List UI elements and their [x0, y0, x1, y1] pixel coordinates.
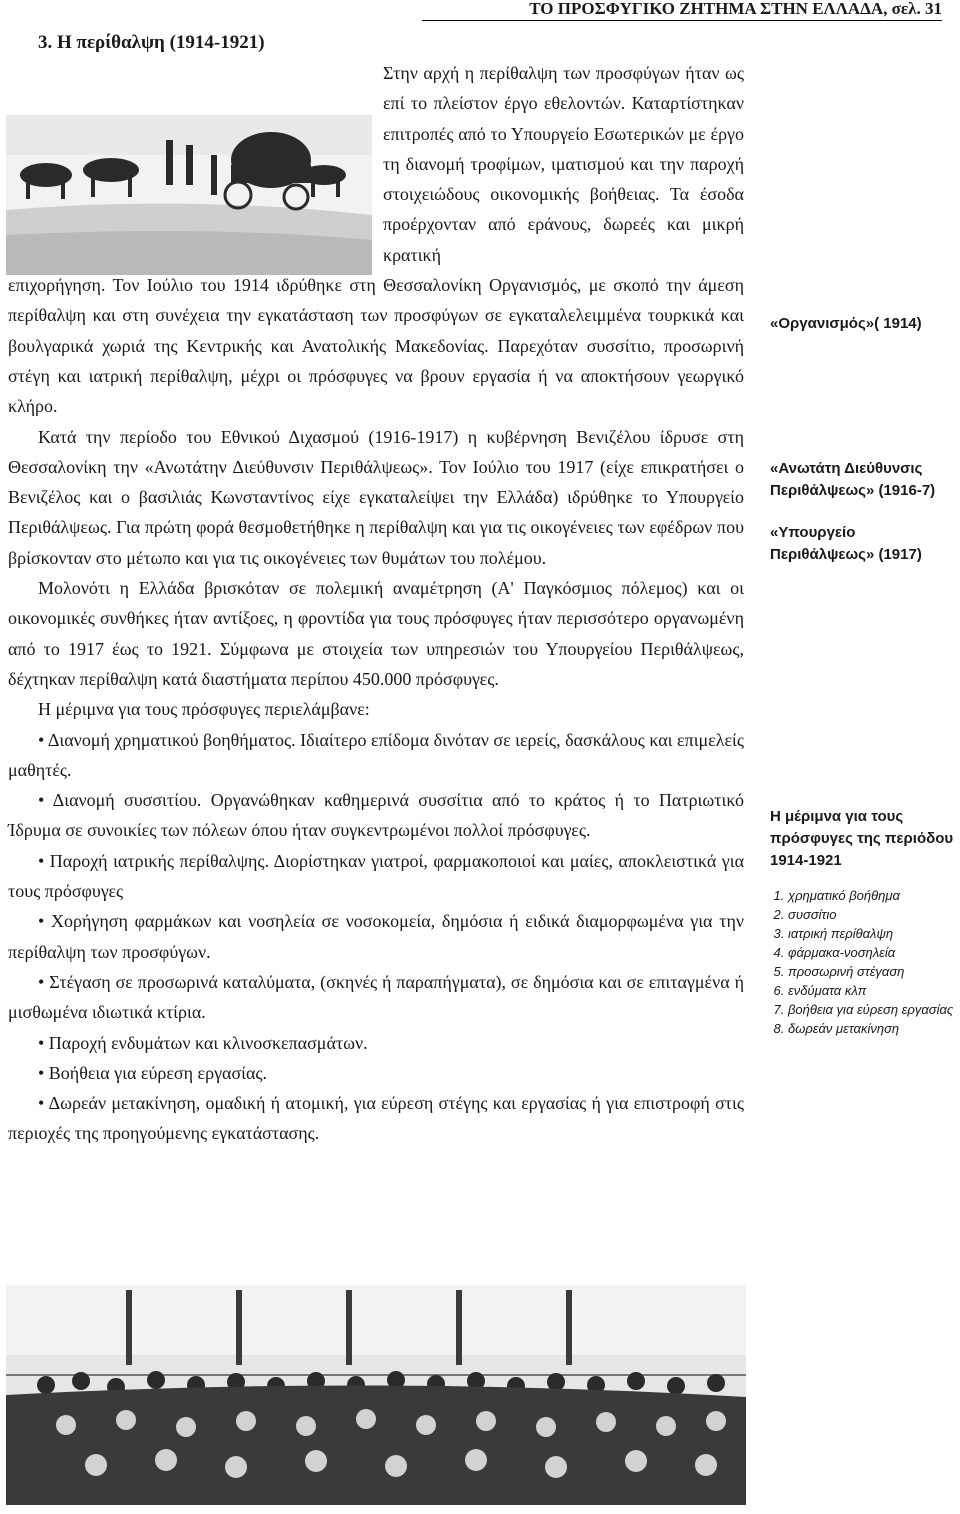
summary-list	[770, 886, 960, 1038]
bullet-item: • Δωρεάν μετακίνηση, ομαδική ή ατομική, για εύρεση στέγης και εργασίας ή για επιστροφή στις περιοχές της προηγούμενης εγκατάστασης.	[8, 1093, 744, 1144]
summary-title: Η μέριμνα για τους πρόσφυγες της περιόδου 1914-1921	[770, 808, 954, 869]
paragraph-national-schism: Κατά την περίοδο του Εθνικού Διχασμού (1916-1917) η κυβέρνηση Βενιζέλου ίδρυσε στη Θεσσαλονίκη την «Ανωτάτην Διεύθυνσιν Περιθάλψεως». Τον Ιούλιο του 1917 (είχε επικρατήσει ο Βενιζέλος και ο βασιλιάς Κωνσταντίνος είχε εγκαταλείψει την Ελλάδα) ιδρύθηκε το Υπουργείο Περιθάλψεως. Για πρώτη φορά θεσμοθετήθηκε η περίθαλψη και για τις οικογένειες των εφέδρων που βρίσκονταν στο μέτωπο και για τις οικογένειες των θυμάτων του πολέμου.	[8, 426, 744, 568]
summary-item: 2. συσσίτιο	[788, 905, 960, 924]
bullet-item: • Στέγαση σε προσωρινά καταλύματα, (σκηνές ή παραπήγματα), σε δημόσια και σε επιταγμένα ή μισθωμένα ιδιωτικά κτίρια.	[8, 971, 744, 1023]
summary-item: 4. φάρμακα-νοσηλεία	[788, 943, 960, 962]
bullet-item: • Διανομή χρηματικού βοηθήματος. Ιδιαίτερο επίδομα δινόταν σε ιερείς, δασκάλους και επιμελείς μαθητές.	[8, 729, 744, 780]
summary-item: 7. βοήθεια για εύρεση εργασίας	[788, 1000, 960, 1019]
margin-note-organization: «Οργανισμός»( 1914)	[770, 315, 922, 332]
bullet-item: • Παροχή ιατρικής περίθαλψης. Διορίστηκαν γιατροί, φαρμακοποιοί και μαίες, αποκλειστικά για τους πρόσφυγες	[8, 850, 744, 902]
summary-item: 3. ιατρική περίθαλψη	[788, 924, 960, 943]
intro-paragraph: Στην αρχή η περίθαλψη των προσφύγων ήταν ως επί το πλείστον έργο εθελοντών. Καταρτίστηκαν επιτροπές από το Υπουργείο Εσωτερικών με έργο τη διανομή τροφίμων, ιματισμού και την παροχή στοιχειώδους οικονομικής βοήθειας. Τα έσοδα προέρχονταν από εράνους, δωρεές και μικρή κρατική	[383, 63, 744, 265]
summary-item: 1. χρηματικό βοήθημα	[788, 886, 960, 905]
margin-summary	[770, 806, 960, 1038]
summary-item: 6. ενδύματα κλπ	[788, 981, 960, 1000]
bullet-item: • Χορήγηση φαρμάκων και νοσηλεία σε νοσοκομεία, δημόσια ή ειδικά διαμορφωμένα για την περίθαλψη των προσφύγων.	[8, 911, 744, 962]
bullet-item: • Διανομή συσσιτίου. Οργανώθηκαν καθημερινά συσσίτια από το κράτος ή το Πατριωτικό Ίδρυμα σε συνοικίες των πόλεων όπου ήταν συγκεντρωμένοι πολλοί πρόσφυγες.	[8, 790, 744, 841]
photo-refugee-crowd	[6, 1285, 746, 1505]
margin-note-high-directorate: «Ανωτάτη Διεύθυνσις Περιθάλψεως» (1916-7)	[770, 460, 936, 499]
summary-item: 8. δωρεάν μετακίνηση	[788, 1019, 960, 1038]
bullet-item: • Βοήθεια για εύρεση εργασίας.	[38, 1062, 268, 1083]
running-header: ΤΟ ΠΡΟΣΦΥΓΙΚΟ ΖΗΤΗΜΑ ΣΤΗΝ ΕΛΛΑΔΑ, σελ. 31	[422, 0, 942, 21]
paragraph-1917-1921: Μολονότι η Ελλάδα βρισκόταν σε πολεμική αναμέτρηση (Α' Παγκόσμιος πόλεμος) και οι οικονομικές συνθήκες ήταν αντίξοες, η φροντίδα για τους πρόσφυγες ήταν περισσότερο οργανωμένη από το 1917 έως το 1921. Σύμφωνα με στοιχεία των υπηρεσιών του Υπουργείου Περιθάλψεως, δέχτηκαν περίθαλψη κατά διαστήματα περίπου 450.000 πρόσφυγες.	[8, 578, 744, 689]
main-text	[8, 58, 744, 1149]
margin-note-ministry: «Υπουργείο Περιθάλψεως» (1917)	[770, 524, 922, 563]
paragraph-care-list-intro: Η μέριμνα για τους πρόσφυγες περιελάμβανε:	[38, 699, 370, 720]
section-title: 3. Η περίθαλψη (1914-1921)	[38, 32, 265, 53]
bullet-item: • Παροχή ενδυμάτων και κλινοσκεπασμάτων.	[38, 1032, 368, 1053]
paragraph-1914-organization: επιχορήγηση. Τον Ιούλιο του 1914 ιδρύθηκε στη Θεσσαλονίκη Οργανισμός, με σκοπό την άμεση περίθαλψη και στη συνέχεια την εγκατάσταση των προσφύγων σε εγκαταλελειμμένα τουρκικά και βουλγαρικά χωριά της Κεντρικής και Ανατολικής Μακεδονίας. Παρεχόταν συσσίτιο, προσωρινή στέγη και ιατρική περίθαλψη, μέχρι οι πρόσφυγες να βρουν εργασία ή να αποκτήσουν γεωργικό κλήρο.	[8, 275, 744, 417]
summary-item: 5. προσωρινή στέγαση	[788, 962, 960, 981]
